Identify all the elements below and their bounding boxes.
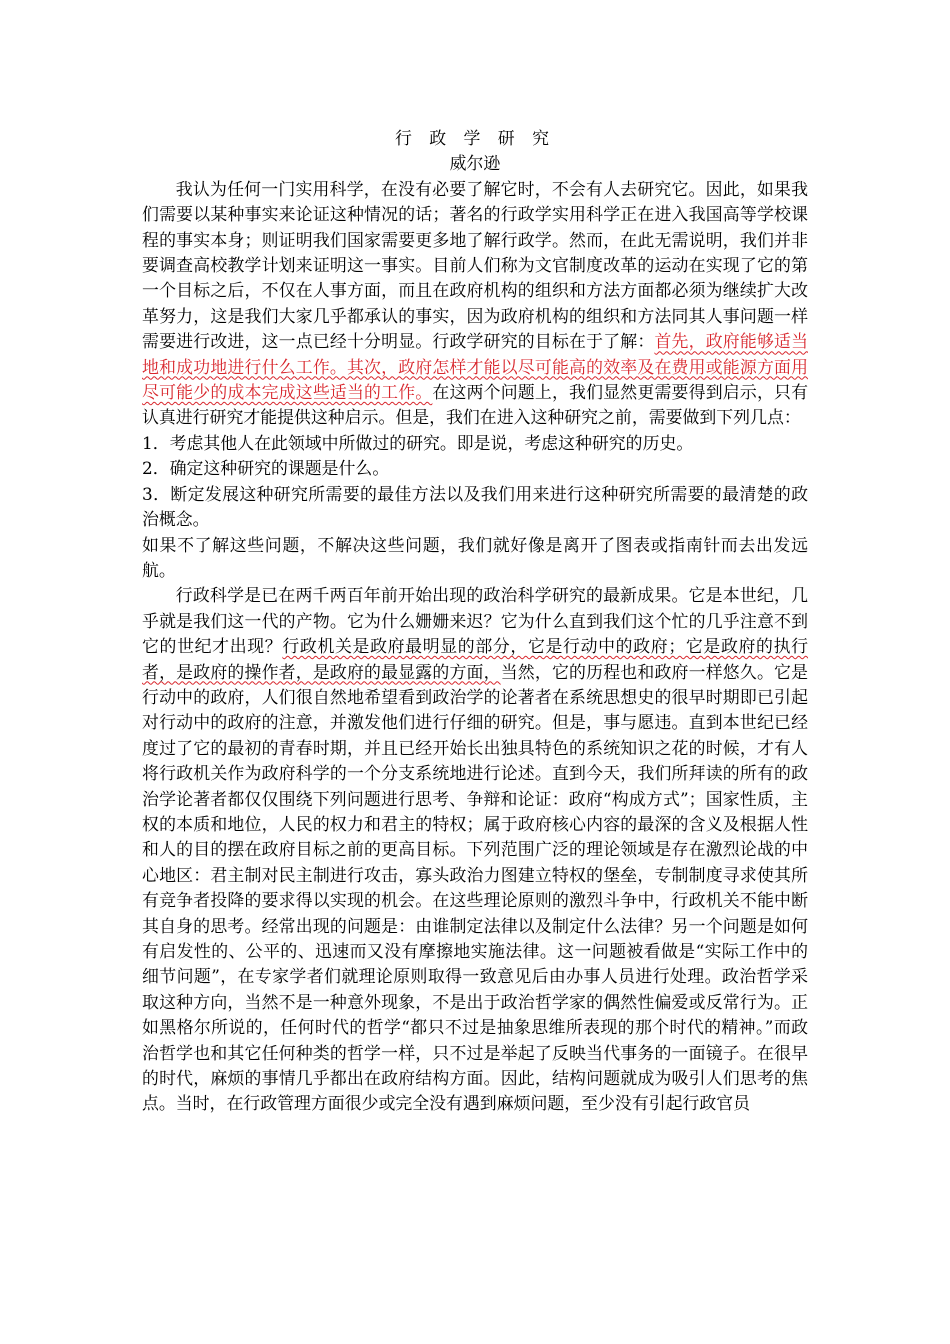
paragraph-3 xyxy=(142,583,808,1117)
paragraph-2: 如果不了解这些问题，不解决这些问题，我们就好像是离开了图表或指南针而去出发远航。 xyxy=(142,534,808,580)
paragraph-1-text-b: 在这两个问题上，我们显然更需要得到启示，只有认真进行研究才能提供这种启示。但是，我们在进入这种研究之前，需要做到下列几点： xyxy=(142,382,808,428)
list-item-3: 3．断定发展这种研究所需要的最佳方法以及我们用来进行这种研究所需要的最清楚的政治概念。 xyxy=(142,483,808,530)
paragraph-3-text-a: 行政科学是已在两千两百年前开始出现的政治科学研究的最新成果。它是本世纪，几乎就是我们这一代的产物。它为什么姗姗来迟？它为什么直到我们这个忙的几乎注意不到它的世纪才出现？ xyxy=(142,585,808,657)
paragraph-1-text-a: 我认为任何一门实用科学，在没有必要了解它时，不会有人去研究它。因此，如果我们需要以某种事实来论证这种情况的话；著名的行政学实用科学正在进入我国高等学校课程的事实本身；则证明我们国家需要更多地了解行政学。然而，在此无需说明，我们并非要调查高校教学计划来证明这一事实。目前人们称为文官制度改革的运动在实现了它的第一个目标之后，不仅在人事方面，而且在政府机构的组织和方法方面都必须为继续扩大改革努力，这是我们大家几乎都承认的事实，因为政府机构的组织和方法同其人事问题一样需要进行改进，这一点已经十分明显。行政学研究的目标在于了解： xyxy=(142,178,808,352)
document-page xyxy=(142,126,808,1117)
document-title: 行 政 学 研 究 xyxy=(395,128,555,148)
highlighted-text: 首先，政府能够适当地和成功地进行什么工作。其次，政府怎样才能以尽可能高的效率及在费用或能源方面用尽可能少的成本完成这些适当的工作。 xyxy=(142,331,808,403)
document-author: 威尔逊 xyxy=(449,153,501,174)
paragraph-3-text-b: 当然，它的历程也和政府一样悠久。它是行动中的政府，人们很自然地希望看到政治学的论著者在系统思想史的很早时期即已引起对行动中的政府的注意，并激发他们进行仔细的研究。但是，事与愿违。直到本世纪已经度过了它的最初的青春时期，并且已经开始长出独具特色的系统知识之花的时候，才有人将行政机关作为政府科学的一个分支系统地进行论述。直到今天，我们所拜读的所有的政治学论著者都仅仅围绕下列问题进行思考、争辩和论证：政府“构成方式”；国家性质，主权的本质和地位，人民的权力和君主的特权；属于政府核心内容的最深的含义及根据人性和人的目的摆在政府目标之前的更高目标。下列范围广泛的理论领域是存在激烈论战的中心地区：君主制对民主制进行攻击，寡头政治力图建立特权的堡垒，专制制度寻求使其所有竞争者投降的要求得以实现的机会。在这些理论原则的激烈斗争中，行政机关不能中断其自身的思考。经常出现的问题是：由谁制定法律以及制定什么法律？另一个问题是如何有启发性的、公平的、迅速而又没有摩擦地实施法律。这一问题被看做是“实际工作中的细节问题”，在专家学者们就理论原则取得一致意见后由办事人员进行处理。政治哲学采取这种方向，当然不是一种意外现象，不是出于政治哲学家的偶然性偏爱或反常行为。正如黑格尔所说的，任何时代的哲学“都只不过是抽象思维所表现的那个时代的精神。”而政治哲学也和其它任何种类的哲学一样，只不过是举起了反映当代事务的一面镜子。在很早的时代，麻烦的事情几乎都出在政府结构方面。因此，结构问题就成为吸引人们思考的焦点。当时，在行政管理方面很少或完全没有遇到麻烦问题，至少没有引起行政官员 xyxy=(142,661,808,1114)
list-item-1: 1．考虑其他人在此领域中所做过的研究。即是说，考虑这种研究的历史。 xyxy=(142,432,694,453)
underlined-text: 行政机关是政府最明显的部分，它是行动中的政府；它是政府的执行者，是政府的操作者，是政府的最显露的方面， xyxy=(142,636,809,682)
paragraph-1 xyxy=(142,177,808,431)
list-item-2: 2．确定这种研究的课题是什么。 xyxy=(142,458,390,479)
